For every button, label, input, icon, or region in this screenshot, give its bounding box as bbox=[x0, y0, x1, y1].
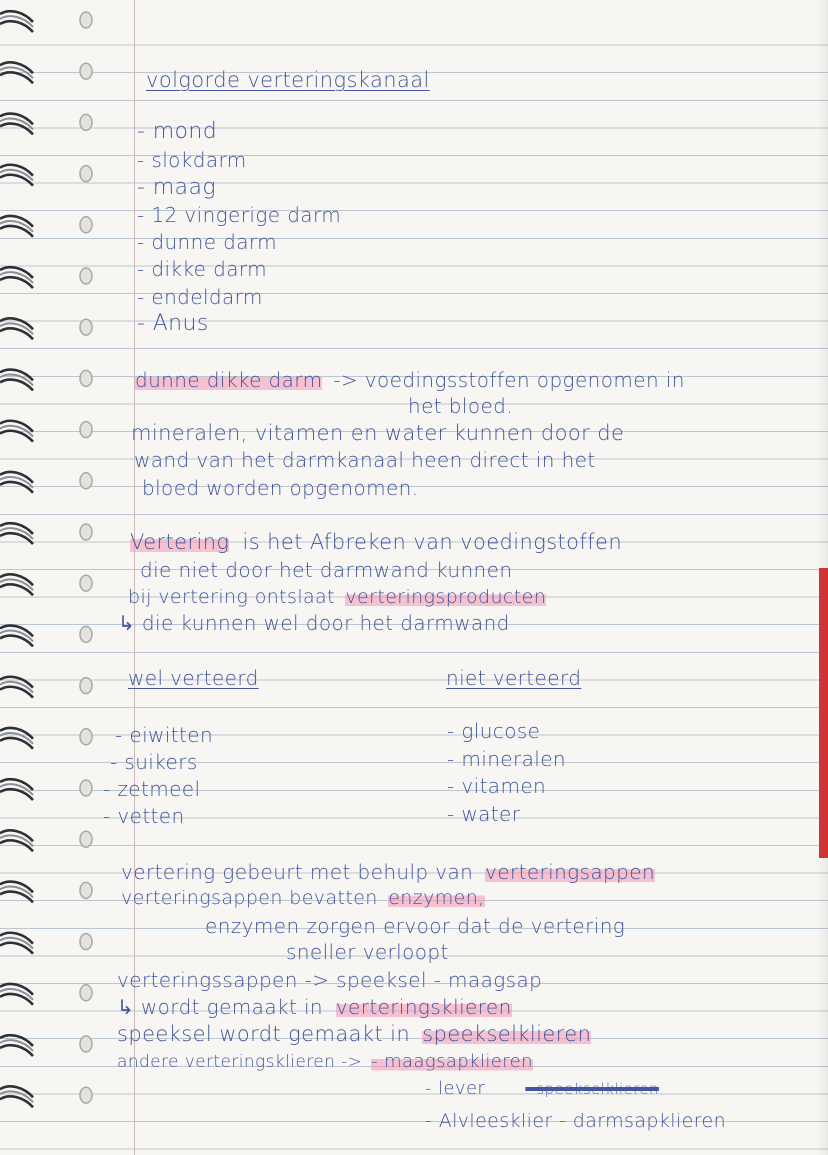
juices-line: - Alvleesklier - darmsapklieren bbox=[425, 1110, 727, 1132]
punch-hole bbox=[80, 422, 92, 438]
punch-hole bbox=[80, 985, 92, 1001]
text-segment: -> voedingsstoffen opgenomen in bbox=[333, 368, 685, 392]
punch-hole bbox=[80, 319, 92, 335]
punch-hole bbox=[80, 882, 92, 898]
organ-list-item: - dunne darm bbox=[137, 230, 278, 254]
right-list-item: - glucose bbox=[447, 719, 541, 743]
organ-list-item: - 12 vingerige darm bbox=[137, 203, 342, 227]
juices-line bbox=[425, 1077, 659, 1101]
spiral-coil bbox=[0, 1035, 33, 1056]
punch-hole bbox=[80, 780, 92, 796]
spiral-coil bbox=[0, 318, 33, 339]
column-header-right: niet verteerd bbox=[446, 666, 582, 690]
highlight: verteringsappen bbox=[485, 860, 656, 884]
highlight: verteringsproducten bbox=[345, 586, 547, 608]
left-list-item: - suikers bbox=[110, 750, 198, 774]
right-list-item: - water bbox=[447, 802, 521, 826]
spiral-coil bbox=[0, 421, 33, 442]
spiral-coil bbox=[0, 779, 33, 800]
punch-hole bbox=[80, 370, 92, 386]
organ-list-item: - mond bbox=[137, 119, 218, 144]
organ-list-item: - maag bbox=[137, 175, 216, 200]
spiral-coil bbox=[0, 933, 33, 954]
text-segment: - lever bbox=[425, 1078, 486, 1099]
punch-hole bbox=[80, 524, 92, 540]
spiral-coil bbox=[0, 370, 33, 391]
column-header-left: wel verteerd bbox=[128, 666, 259, 690]
punch-hole bbox=[80, 268, 92, 284]
text-segment: andere verteringsklieren -> bbox=[117, 1052, 363, 1072]
text-segment: vertering gebeurt met behulp van bbox=[121, 860, 474, 884]
text-segment: ↳ wordt gemaakt in bbox=[117, 995, 323, 1019]
spiral-coil bbox=[0, 11, 33, 32]
spiral-coil bbox=[0, 114, 33, 135]
note-title: volgorde verteringskanaal bbox=[146, 68, 430, 92]
absorption-line: het bloed. bbox=[408, 394, 514, 418]
punch-hole bbox=[80, 831, 92, 847]
organ-list-item: - Anus bbox=[137, 311, 209, 336]
juices-line: verteringssappen -> speeksel - maagsap bbox=[117, 968, 543, 992]
punch-hole bbox=[80, 934, 92, 950]
organ-list-item: - endeldarm bbox=[137, 285, 263, 309]
punch-hole bbox=[80, 12, 92, 28]
juices-line bbox=[117, 1022, 591, 1046]
juices-line: sneller verloopt bbox=[286, 940, 449, 964]
highlight: verteringsklieren bbox=[335, 995, 512, 1019]
spiral-coil bbox=[0, 830, 33, 851]
highlight: speekselklieren bbox=[422, 1022, 592, 1046]
spiral-coil bbox=[0, 728, 33, 749]
punch-hole bbox=[80, 1087, 92, 1103]
digestion-line: die niet door het darmwand kunnen bbox=[140, 558, 513, 582]
highlight: Vertering bbox=[130, 530, 230, 554]
juices-line: enzymen zorgen ervoor dat de vertering bbox=[205, 914, 626, 938]
punch-hole bbox=[80, 626, 92, 642]
spiral-coil bbox=[0, 1086, 33, 1107]
digestion-line: ↳ die kunnen wel door het darmwand bbox=[118, 611, 510, 635]
text-segment: verteringsappen bevatten bbox=[121, 887, 378, 909]
spiral-coil bbox=[0, 626, 33, 647]
text-segment: is het Afbreken van voedingstoffen bbox=[242, 530, 623, 554]
digestion-line bbox=[128, 585, 546, 609]
spiral-binding bbox=[0, 0, 34, 1155]
organ-list-item: - slokdarm bbox=[137, 148, 247, 172]
punch-hole bbox=[80, 1036, 92, 1052]
spiral-coil bbox=[0, 677, 33, 698]
spiral-coil bbox=[0, 62, 33, 83]
punch-hole bbox=[80, 575, 92, 591]
absorption-line: wand van het darmkanaal heen direct in het bbox=[134, 448, 596, 472]
punch-holes bbox=[64, 0, 104, 1155]
left-list-item: - eiwitten bbox=[115, 723, 214, 747]
right-list-item: - vitamen bbox=[447, 774, 547, 798]
highlight: - maagsapklieren bbox=[371, 1051, 533, 1072]
juices-line bbox=[121, 860, 655, 884]
left-list-item: - zetmeel bbox=[103, 777, 201, 801]
right-list-item: - mineralen bbox=[447, 747, 567, 771]
text-segment: bij vertering ontslaat bbox=[128, 586, 335, 608]
absorption-line: bloed worden opgenomen. bbox=[142, 476, 419, 500]
spiral-coil bbox=[0, 984, 33, 1005]
spiral-coil bbox=[0, 267, 33, 288]
text-segment: speeksel wordt gemaakt in bbox=[117, 1022, 411, 1046]
spiral-coil bbox=[0, 574, 33, 595]
highlight: enzymen, bbox=[388, 887, 485, 909]
punch-hole bbox=[80, 473, 92, 489]
punch-hole bbox=[80, 114, 92, 130]
page-edge bbox=[818, 0, 828, 1155]
juices-line bbox=[121, 886, 485, 910]
left-list-item: - vetten bbox=[103, 804, 185, 828]
punch-hole bbox=[80, 678, 92, 694]
absorption-line bbox=[135, 368, 685, 392]
absorption-line: mineralen, vitamen en water kunnen door de bbox=[131, 421, 625, 445]
digestion-line bbox=[130, 530, 622, 554]
punch-hole bbox=[80, 729, 92, 745]
juices-line bbox=[117, 1050, 533, 1074]
spiral-coil bbox=[0, 523, 33, 544]
spiral-coil bbox=[0, 882, 33, 903]
highlight: dunne dikke darm bbox=[135, 368, 323, 392]
crossed-out-text: - speekselklieren bbox=[525, 1080, 659, 1098]
punch-hole bbox=[80, 217, 92, 233]
juices-line bbox=[117, 995, 512, 1019]
spiral-coil bbox=[0, 216, 33, 237]
spiral-coil bbox=[0, 472, 33, 493]
organ-list-item: - dikke darm bbox=[137, 257, 268, 281]
punch-hole bbox=[80, 63, 92, 79]
spiral-coil bbox=[0, 165, 33, 186]
punch-hole bbox=[80, 166, 92, 182]
